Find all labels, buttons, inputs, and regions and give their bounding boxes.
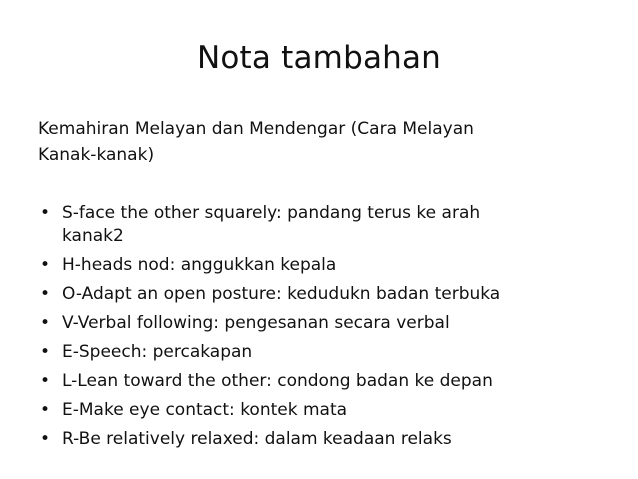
bullet-text: O-Adapt an open posture: kedudukn badan terbuka — [62, 284, 501, 304]
bullet-text: S-face the other squarely: pandang terus ke arah — [62, 203, 481, 223]
bullet-text: R-Be relatively relaxed: dalam keadaan relaks — [62, 429, 452, 449]
bullet-icon: • — [40, 313, 51, 333]
bullet-item — [38, 202, 618, 248]
bullet-icon: • — [40, 203, 51, 223]
bullet-item — [38, 341, 618, 364]
bullet-icon: • — [40, 400, 51, 420]
bullet-icon: • — [40, 342, 51, 362]
bullet-text-continued: kanak2 — [62, 226, 124, 246]
bullet-icon: • — [40, 429, 51, 449]
bullet-icon: • — [40, 371, 51, 391]
bullet-text: E-Speech: percakapan — [62, 342, 253, 362]
bullet-item — [38, 399, 618, 422]
bullet-item — [38, 254, 618, 277]
bullet-item — [38, 283, 618, 306]
bullet-item — [38, 428, 618, 451]
bullet-list — [38, 202, 618, 457]
bullet-icon: • — [40, 255, 51, 275]
intro-line: Kemahiran Melayan dan Mendengar (Cara Melayan — [38, 119, 474, 139]
slide-title: Nota tambahan — [196, 40, 442, 76]
bullet-text: V-Verbal following: pengesanan secara verbal — [62, 313, 450, 333]
intro-line: Kanak-kanak) — [38, 145, 155, 165]
bullet-text: E-Make eye contact: kontek mata — [62, 400, 348, 420]
bullet-item — [38, 370, 618, 393]
intro-text — [38, 116, 598, 168]
bullet-icon: • — [40, 284, 51, 304]
bullet-text: H-heads nod: anggukkan kepala — [62, 255, 337, 275]
bullet-text: L-Lean toward the other: condong badan ke depan — [62, 371, 493, 391]
bullet-item — [38, 312, 618, 335]
